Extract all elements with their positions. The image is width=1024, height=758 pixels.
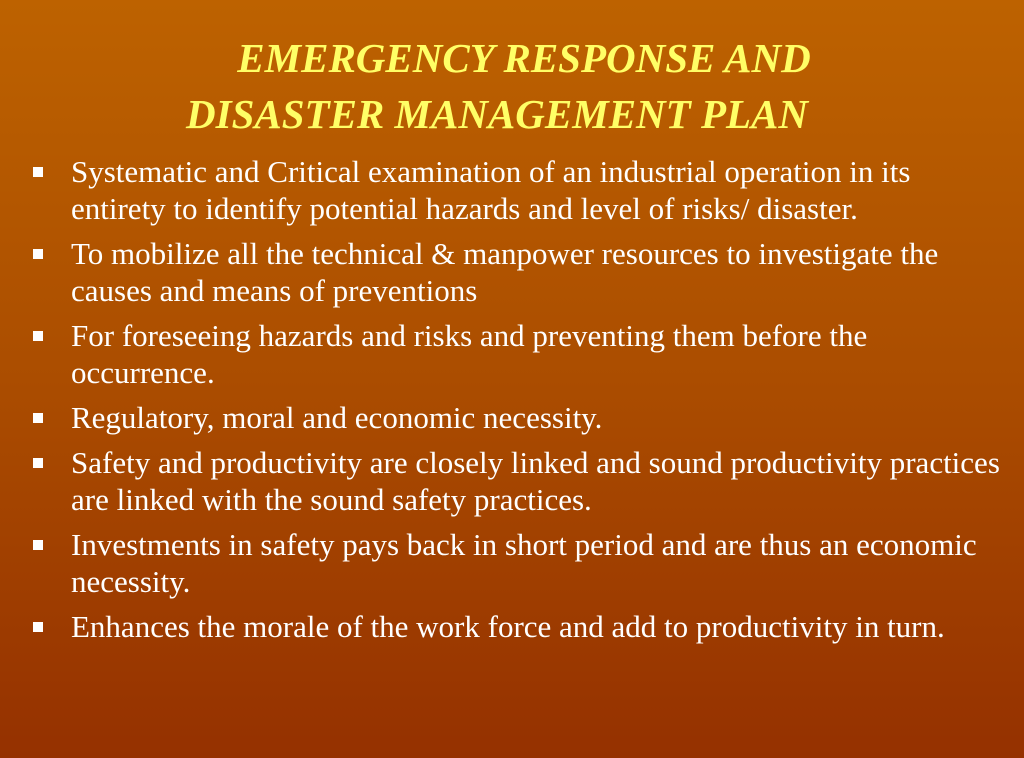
bullet-item: [30, 235, 1000, 309]
bullet-text: Systematic and Critical examination of an industrial operation in its entirety to identify potential hazards and level of risks/ disaster.: [71, 154, 911, 226]
bullet-item: [30, 153, 1000, 227]
square-bullet-icon: [33, 622, 43, 632]
bullet-text: Safety and productivity are closely linked and sound productivity practices are linked with the sound safety practices.: [71, 445, 1000, 517]
bullet-item: [30, 444, 1000, 518]
square-bullet-icon: [33, 413, 43, 423]
square-bullet-icon: [33, 458, 43, 468]
square-bullet-icon: [33, 167, 43, 177]
bullet-text: Investments in safety pays back in short period and are thus an economic necessity.: [71, 527, 977, 599]
slide-title-line-1: EMERGENCY RESPONSE AND: [237, 35, 811, 81]
bullet-list: [30, 153, 1000, 653]
bullet-text: Enhances the morale of the work force and add to productivity in turn.: [71, 609, 945, 644]
bullet-text: Regulatory, moral and economic necessity.: [71, 400, 603, 435]
bullet-item: [30, 317, 1000, 391]
slide-title: [0, 30, 1024, 142]
bullet-text: For foreseeing hazards and risks and preventing them before the occurrence.: [71, 318, 868, 390]
bullet-item: [30, 399, 1000, 436]
square-bullet-icon: [33, 331, 43, 341]
square-bullet-icon: [33, 540, 43, 550]
bullet-item: [30, 608, 1000, 645]
bullet-item: [30, 526, 1000, 600]
square-bullet-icon: [33, 249, 43, 259]
slide-title-line-2: DISASTER MANAGEMENT PLAN: [186, 91, 808, 137]
bullet-text: To mobilize all the technical & manpower resources to investigate the causes and means of preventions: [71, 236, 939, 308]
